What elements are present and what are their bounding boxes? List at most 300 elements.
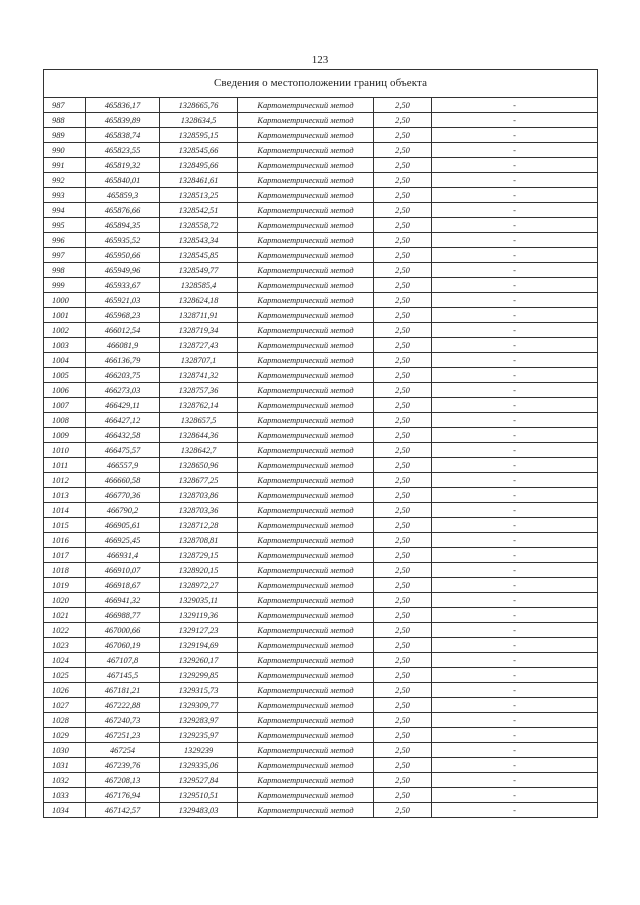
- point-number-cell: 1002: [44, 323, 86, 338]
- method-cell: Картометрический метод: [238, 398, 374, 413]
- table-row: [44, 728, 598, 743]
- note-cell: -: [432, 593, 598, 608]
- note-cell: -: [432, 443, 598, 458]
- table-row: [44, 278, 598, 293]
- x-coordinate-cell: 466273,03: [86, 383, 160, 398]
- table-row: [44, 383, 598, 398]
- table-row: [44, 98, 598, 113]
- y-coordinate-cell: 1328677,25: [160, 473, 238, 488]
- y-coordinate-cell: 1329483,03: [160, 803, 238, 818]
- point-number-cell: 1030: [44, 743, 86, 758]
- point-number-cell: 1010: [44, 443, 86, 458]
- table-row: [44, 218, 598, 233]
- accuracy-cell: 2,50: [374, 683, 432, 698]
- table-row: [44, 473, 598, 488]
- accuracy-cell: 2,50: [374, 728, 432, 743]
- note-cell: -: [432, 398, 598, 413]
- y-coordinate-cell: 1328634,5: [160, 113, 238, 128]
- x-coordinate-cell: 467060,19: [86, 638, 160, 653]
- y-coordinate-cell: 1328703,86: [160, 488, 238, 503]
- accuracy-cell: 2,50: [374, 293, 432, 308]
- point-number-cell: 1016: [44, 533, 86, 548]
- method-cell: Картометрический метод: [238, 653, 374, 668]
- y-coordinate-cell: 1328461,61: [160, 173, 238, 188]
- boundary-table-container: [43, 69, 597, 818]
- point-number-cell: 1020: [44, 593, 86, 608]
- x-coordinate-cell: 467145,5: [86, 668, 160, 683]
- method-cell: Картометрический метод: [238, 263, 374, 278]
- x-coordinate-cell: 465968,23: [86, 308, 160, 323]
- table-row: [44, 788, 598, 803]
- table-row: [44, 158, 598, 173]
- accuracy-cell: 2,50: [374, 413, 432, 428]
- point-number-cell: 999: [44, 278, 86, 293]
- x-coordinate-cell: 465949,96: [86, 263, 160, 278]
- note-cell: -: [432, 473, 598, 488]
- method-cell: Картометрический метод: [238, 413, 374, 428]
- x-coordinate-cell: 466910,07: [86, 563, 160, 578]
- method-cell: Картометрический метод: [238, 353, 374, 368]
- point-number-cell: 987: [44, 98, 86, 113]
- point-number-cell: 1012: [44, 473, 86, 488]
- method-cell: Картометрический метод: [238, 233, 374, 248]
- x-coordinate-cell: 465819,32: [86, 158, 160, 173]
- point-number-cell: 992: [44, 173, 86, 188]
- accuracy-cell: 2,50: [374, 248, 432, 263]
- x-coordinate-cell: 467181,21: [86, 683, 160, 698]
- y-coordinate-cell: 1328595,15: [160, 128, 238, 143]
- table-row: [44, 773, 598, 788]
- point-number-cell: 1022: [44, 623, 86, 638]
- x-coordinate-cell: 465839,89: [86, 113, 160, 128]
- x-coordinate-cell: 466429,11: [86, 398, 160, 413]
- y-coordinate-cell: 1329299,85: [160, 668, 238, 683]
- y-coordinate-cell: 1328545,85: [160, 248, 238, 263]
- point-number-cell: 1000: [44, 293, 86, 308]
- point-number-cell: 1033: [44, 788, 86, 803]
- method-cell: Картометрический метод: [238, 803, 374, 818]
- method-cell: Картометрический метод: [238, 698, 374, 713]
- table-row: [44, 443, 598, 458]
- method-cell: Картометрический метод: [238, 158, 374, 173]
- method-cell: Картометрический метод: [238, 203, 374, 218]
- method-cell: Картометрический метод: [238, 338, 374, 353]
- point-number-cell: 994: [44, 203, 86, 218]
- note-cell: -: [432, 788, 598, 803]
- method-cell: Картометрический метод: [238, 578, 374, 593]
- point-number-cell: 1013: [44, 488, 86, 503]
- point-number-cell: 1011: [44, 458, 86, 473]
- table-row: [44, 758, 598, 773]
- y-coordinate-cell: 1328707,1: [160, 353, 238, 368]
- table-row: [44, 188, 598, 203]
- point-number-cell: 1025: [44, 668, 86, 683]
- y-coordinate-cell: 1328729,15: [160, 548, 238, 563]
- note-cell: -: [432, 518, 598, 533]
- x-coordinate-cell: 467254: [86, 743, 160, 758]
- table-row: [44, 128, 598, 143]
- accuracy-cell: 2,50: [374, 233, 432, 248]
- page-number: 123: [311, 54, 329, 66]
- x-coordinate-cell: 465935,52: [86, 233, 160, 248]
- y-coordinate-cell: 1328585,4: [160, 278, 238, 293]
- x-coordinate-cell: 465950,66: [86, 248, 160, 263]
- y-coordinate-cell: 1328712,28: [160, 518, 238, 533]
- x-coordinate-cell: 466427,12: [86, 413, 160, 428]
- note-cell: -: [432, 278, 598, 293]
- point-number-cell: 1021: [44, 608, 86, 623]
- point-number-cell: 988: [44, 113, 86, 128]
- note-cell: -: [432, 353, 598, 368]
- accuracy-cell: 2,50: [374, 608, 432, 623]
- y-coordinate-cell: 1328543,34: [160, 233, 238, 248]
- accuracy-cell: 2,50: [374, 458, 432, 473]
- x-coordinate-cell: 465823,55: [86, 143, 160, 158]
- note-cell: -: [432, 218, 598, 233]
- note-cell: -: [432, 743, 598, 758]
- table-row: [44, 683, 598, 698]
- y-coordinate-cell: 1328665,76: [160, 98, 238, 113]
- accuracy-cell: 2,50: [374, 788, 432, 803]
- point-number-cell: 1008: [44, 413, 86, 428]
- method-cell: Картометрический метод: [238, 218, 374, 233]
- table-row: [44, 248, 598, 263]
- table-row: [44, 233, 598, 248]
- accuracy-cell: 2,50: [374, 503, 432, 518]
- point-number-cell: 1007: [44, 398, 86, 413]
- method-cell: Картометрический метод: [238, 443, 374, 458]
- note-cell: -: [432, 293, 598, 308]
- accuracy-cell: 2,50: [374, 653, 432, 668]
- y-coordinate-cell: 1328549,77: [160, 263, 238, 278]
- method-cell: Картометрический метод: [238, 323, 374, 338]
- method-cell: Картометрический метод: [238, 128, 374, 143]
- x-coordinate-cell: 466012,54: [86, 323, 160, 338]
- y-coordinate-cell: 1328757,36: [160, 383, 238, 398]
- x-coordinate-cell: 466925,45: [86, 533, 160, 548]
- table-row: [44, 173, 598, 188]
- point-number-cell: 1009: [44, 428, 86, 443]
- method-cell: Картометрический метод: [238, 248, 374, 263]
- y-coordinate-cell: 1329527,84: [160, 773, 238, 788]
- x-coordinate-cell: 466136,79: [86, 353, 160, 368]
- y-coordinate-cell: 1329239: [160, 743, 238, 758]
- method-cell: Картометрический метод: [238, 788, 374, 803]
- method-cell: Картометрический метод: [238, 173, 374, 188]
- method-cell: Картометрический метод: [238, 758, 374, 773]
- method-cell: Картометрический метод: [238, 368, 374, 383]
- x-coordinate-cell: 465836,17: [86, 98, 160, 113]
- note-cell: -: [432, 773, 598, 788]
- note-cell: -: [432, 503, 598, 518]
- y-coordinate-cell: 1329235,97: [160, 728, 238, 743]
- accuracy-cell: 2,50: [374, 518, 432, 533]
- method-cell: Картометрический метод: [238, 113, 374, 128]
- y-coordinate-cell: 1328542,51: [160, 203, 238, 218]
- y-coordinate-cell: 1329035,11: [160, 593, 238, 608]
- accuracy-cell: 2,50: [374, 773, 432, 788]
- accuracy-cell: 2,50: [374, 563, 432, 578]
- accuracy-cell: 2,50: [374, 803, 432, 818]
- x-coordinate-cell: 465876,66: [86, 203, 160, 218]
- table-body: [44, 98, 598, 818]
- accuracy-cell: 2,50: [374, 218, 432, 233]
- table-row: [44, 368, 598, 383]
- point-number-cell: 995: [44, 218, 86, 233]
- y-coordinate-cell: 1328624,18: [160, 293, 238, 308]
- y-coordinate-cell: 1328513,25: [160, 188, 238, 203]
- accuracy-cell: 2,50: [374, 443, 432, 458]
- accuracy-cell: 2,50: [374, 188, 432, 203]
- x-coordinate-cell: 466790,2: [86, 503, 160, 518]
- accuracy-cell: 2,50: [374, 473, 432, 488]
- y-coordinate-cell: 1328657,5: [160, 413, 238, 428]
- method-cell: Картометрический метод: [238, 188, 374, 203]
- accuracy-cell: 2,50: [374, 173, 432, 188]
- method-cell: Картометрический метод: [238, 533, 374, 548]
- point-number-cell: 1029: [44, 728, 86, 743]
- table-row: [44, 548, 598, 563]
- x-coordinate-cell: 465933,67: [86, 278, 160, 293]
- y-coordinate-cell: 1328642,7: [160, 443, 238, 458]
- table-row: [44, 743, 598, 758]
- table-row: [44, 263, 598, 278]
- table-row: [44, 293, 598, 308]
- table-row: [44, 563, 598, 578]
- boundary-table: [43, 69, 598, 818]
- x-coordinate-cell: 467208,13: [86, 773, 160, 788]
- y-coordinate-cell: 1328711,91: [160, 308, 238, 323]
- accuracy-cell: 2,50: [374, 713, 432, 728]
- y-coordinate-cell: 1328741,32: [160, 368, 238, 383]
- y-coordinate-cell: 1329119,36: [160, 608, 238, 623]
- method-cell: Картометрический метод: [238, 713, 374, 728]
- y-coordinate-cell: 1328719,34: [160, 323, 238, 338]
- point-number-cell: 1026: [44, 683, 86, 698]
- accuracy-cell: 2,50: [374, 383, 432, 398]
- table-row: [44, 803, 598, 818]
- x-coordinate-cell: 466660,58: [86, 473, 160, 488]
- table-row: [44, 593, 598, 608]
- table-row: [44, 323, 598, 338]
- x-coordinate-cell: 467000,66: [86, 623, 160, 638]
- x-coordinate-cell: 465894,35: [86, 218, 160, 233]
- y-coordinate-cell: 1328495,66: [160, 158, 238, 173]
- accuracy-cell: 2,50: [374, 578, 432, 593]
- accuracy-cell: 2,50: [374, 158, 432, 173]
- table-row: [44, 713, 598, 728]
- method-cell: Картометрический метод: [238, 593, 374, 608]
- method-cell: Картометрический метод: [238, 143, 374, 158]
- y-coordinate-cell: 1329260,17: [160, 653, 238, 668]
- accuracy-cell: 2,50: [374, 698, 432, 713]
- accuracy-cell: 2,50: [374, 593, 432, 608]
- table-row: [44, 413, 598, 428]
- method-cell: Картометрический метод: [238, 293, 374, 308]
- y-coordinate-cell: 1329315,73: [160, 683, 238, 698]
- x-coordinate-cell: 467142,57: [86, 803, 160, 818]
- table-row: [44, 143, 598, 158]
- point-number-cell: 1031: [44, 758, 86, 773]
- table-row: [44, 653, 598, 668]
- method-cell: Картометрический метод: [238, 518, 374, 533]
- note-cell: -: [432, 308, 598, 323]
- x-coordinate-cell: 466931,4: [86, 548, 160, 563]
- method-cell: Картометрический метод: [238, 563, 374, 578]
- note-cell: -: [432, 458, 598, 473]
- x-coordinate-cell: 467239,76: [86, 758, 160, 773]
- y-coordinate-cell: 1328558,72: [160, 218, 238, 233]
- table-row: [44, 698, 598, 713]
- table-row: [44, 518, 598, 533]
- accuracy-cell: 2,50: [374, 428, 432, 443]
- note-cell: -: [432, 548, 598, 563]
- x-coordinate-cell: 466770,36: [86, 488, 160, 503]
- point-number-cell: 1006: [44, 383, 86, 398]
- accuracy-cell: 2,50: [374, 203, 432, 218]
- note-cell: -: [432, 98, 598, 113]
- note-cell: -: [432, 128, 598, 143]
- x-coordinate-cell: 466432,58: [86, 428, 160, 443]
- note-cell: -: [432, 158, 598, 173]
- note-cell: -: [432, 428, 598, 443]
- table-title: Сведения о местоположении границ объекта: [44, 70, 598, 98]
- point-number-cell: 990: [44, 143, 86, 158]
- point-number-cell: 1028: [44, 713, 86, 728]
- note-cell: -: [432, 143, 598, 158]
- note-cell: -: [432, 338, 598, 353]
- y-coordinate-cell: 1329283,97: [160, 713, 238, 728]
- method-cell: Картометрический метод: [238, 383, 374, 398]
- note-cell: -: [432, 383, 598, 398]
- accuracy-cell: 2,50: [374, 533, 432, 548]
- point-number-cell: 997: [44, 248, 86, 263]
- y-coordinate-cell: 1329335,06: [160, 758, 238, 773]
- method-cell: Картометрический метод: [238, 743, 374, 758]
- x-coordinate-cell: 466918,67: [86, 578, 160, 593]
- table-row: [44, 578, 598, 593]
- point-number-cell: 1032: [44, 773, 86, 788]
- point-number-cell: 996: [44, 233, 86, 248]
- point-number-cell: 1015: [44, 518, 86, 533]
- point-number-cell: 1023: [44, 638, 86, 653]
- note-cell: -: [432, 203, 598, 218]
- x-coordinate-cell: 467240,73: [86, 713, 160, 728]
- y-coordinate-cell: 1328644,36: [160, 428, 238, 443]
- note-cell: -: [432, 653, 598, 668]
- x-coordinate-cell: 466905,61: [86, 518, 160, 533]
- note-cell: -: [432, 413, 598, 428]
- accuracy-cell: 2,50: [374, 368, 432, 383]
- y-coordinate-cell: 1328762,14: [160, 398, 238, 413]
- method-cell: Картометрический метод: [238, 683, 374, 698]
- table-row: [44, 203, 598, 218]
- accuracy-cell: 2,50: [374, 353, 432, 368]
- accuracy-cell: 2,50: [374, 398, 432, 413]
- accuracy-cell: 2,50: [374, 488, 432, 503]
- y-coordinate-cell: 1328972,27: [160, 578, 238, 593]
- x-coordinate-cell: 465838,74: [86, 128, 160, 143]
- point-number-cell: 989: [44, 128, 86, 143]
- method-cell: Картометрический метод: [238, 488, 374, 503]
- method-cell: Картометрический метод: [238, 638, 374, 653]
- table-row: [44, 428, 598, 443]
- point-number-cell: 1019: [44, 578, 86, 593]
- note-cell: -: [432, 638, 598, 653]
- method-cell: Картометрический метод: [238, 503, 374, 518]
- note-cell: -: [432, 713, 598, 728]
- point-number-cell: 1001: [44, 308, 86, 323]
- point-number-cell: 1017: [44, 548, 86, 563]
- method-cell: Картометрический метод: [238, 428, 374, 443]
- table-row: [44, 638, 598, 653]
- accuracy-cell: 2,50: [374, 638, 432, 653]
- note-cell: -: [432, 728, 598, 743]
- note-cell: -: [432, 533, 598, 548]
- y-coordinate-cell: 1328920,15: [160, 563, 238, 578]
- x-coordinate-cell: 466988,77: [86, 608, 160, 623]
- y-coordinate-cell: 1328708,81: [160, 533, 238, 548]
- accuracy-cell: 2,50: [374, 113, 432, 128]
- note-cell: -: [432, 248, 598, 263]
- note-cell: -: [432, 323, 598, 338]
- point-number-cell: 998: [44, 263, 86, 278]
- accuracy-cell: 2,50: [374, 98, 432, 113]
- method-cell: Картометрический метод: [238, 473, 374, 488]
- y-coordinate-cell: 1328545,66: [160, 143, 238, 158]
- method-cell: Картометрический метод: [238, 458, 374, 473]
- note-cell: -: [432, 233, 598, 248]
- table-row: [44, 308, 598, 323]
- table-row: [44, 623, 598, 638]
- y-coordinate-cell: 1329194,69: [160, 638, 238, 653]
- accuracy-cell: 2,50: [374, 143, 432, 158]
- point-number-cell: 1005: [44, 368, 86, 383]
- method-cell: Картометрический метод: [238, 728, 374, 743]
- table-row: [44, 338, 598, 353]
- table-row: [44, 398, 598, 413]
- method-cell: Картометрический метод: [238, 623, 374, 638]
- accuracy-cell: 2,50: [374, 308, 432, 323]
- table-row: [44, 353, 598, 368]
- x-coordinate-cell: 466081,9: [86, 338, 160, 353]
- point-number-cell: 1018: [44, 563, 86, 578]
- point-number-cell: 993: [44, 188, 86, 203]
- note-cell: -: [432, 683, 598, 698]
- accuracy-cell: 2,50: [374, 278, 432, 293]
- accuracy-cell: 2,50: [374, 338, 432, 353]
- table-row: [44, 668, 598, 683]
- point-number-cell: 1034: [44, 803, 86, 818]
- y-coordinate-cell: 1329309,77: [160, 698, 238, 713]
- note-cell: -: [432, 263, 598, 278]
- method-cell: Картометрический метод: [238, 668, 374, 683]
- note-cell: -: [432, 488, 598, 503]
- method-cell: Картометрический метод: [238, 548, 374, 563]
- point-number-cell: 1027: [44, 698, 86, 713]
- note-cell: -: [432, 578, 598, 593]
- method-cell: Картометрический метод: [238, 308, 374, 323]
- y-coordinate-cell: 1328650,96: [160, 458, 238, 473]
- table-row: [44, 458, 598, 473]
- method-cell: Картометрический метод: [238, 98, 374, 113]
- note-cell: -: [432, 758, 598, 773]
- note-cell: -: [432, 173, 598, 188]
- note-cell: -: [432, 113, 598, 128]
- point-number-cell: 1024: [44, 653, 86, 668]
- x-coordinate-cell: 467176,94: [86, 788, 160, 803]
- x-coordinate-cell: 465859,3: [86, 188, 160, 203]
